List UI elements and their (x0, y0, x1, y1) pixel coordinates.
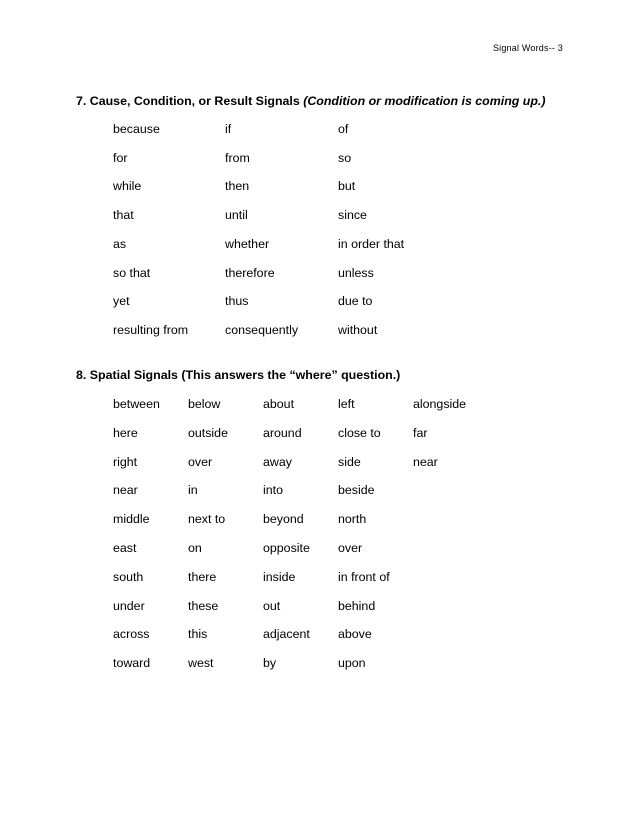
spatial-signal-word: behind (338, 598, 376, 613)
cause-signal-word: if (225, 122, 232, 136)
spatial-signal-word: adjacent (263, 627, 310, 642)
cause-signal-word: therefore (225, 265, 275, 280)
cause-signal-word: resulting from (113, 322, 189, 337)
spatial-signal-word: middle (113, 512, 150, 527)
cause-signal-word: but (338, 179, 356, 194)
spatial-signal-word: beyond (263, 512, 304, 527)
spatial-signal-word: toward (113, 656, 151, 671)
cause-signal-word: unless (338, 265, 374, 280)
spatial-signal-word: near (413, 454, 438, 469)
section-7-heading-title: 7. Cause, Condition, or Result Signals (76, 94, 304, 108)
spatial-signal-word: outside (188, 425, 228, 440)
spatial-signal-word: out (263, 598, 281, 613)
spatial-signal-word: there (188, 569, 217, 584)
spatial-signal-word: close to (338, 425, 381, 440)
spatial-signal-word: across (113, 627, 150, 642)
spatial-signal-word: north (338, 512, 367, 527)
spatial-signal-word: beside (338, 483, 375, 498)
spatial-signal-word: in front of (338, 569, 390, 584)
spatial-signal-word: far (413, 425, 428, 440)
spatial-signal-word: into (263, 483, 283, 498)
cause-signal-word: as (113, 236, 127, 251)
spatial-signal-word: opposite (263, 541, 310, 555)
cause-signal-word: while (113, 179, 142, 194)
cause-signal-word: because (113, 122, 160, 136)
spatial-signal-word: over (338, 541, 363, 555)
spatial-signal-word: alongside (413, 397, 467, 411)
spatial-signal-word: about (263, 397, 295, 411)
section-7-heading (76, 94, 546, 108)
spatial-signal-word: around (263, 425, 302, 440)
spatial-signal-word: side (338, 454, 361, 469)
spatial-signal-word: east (113, 541, 137, 555)
spatial-signal-word: between (113, 397, 160, 411)
spatial-signal-word: inside (263, 569, 296, 584)
spatial-signal-word: right (113, 454, 138, 469)
spatial-signal-word: on (188, 541, 202, 555)
spatial-signal-word: below (188, 397, 221, 411)
spatial-signal-word: under (113, 598, 145, 613)
spatial-signal-word: next to (188, 512, 226, 527)
cause-signal-word: whether (225, 236, 270, 251)
cause-signal-word: then (225, 179, 250, 194)
cause-signal-word: from (225, 150, 250, 165)
spatial-signal-word: upon (338, 656, 366, 671)
section-8-heading: 8. Spatial Signals (This answers the “where” question.) (76, 368, 401, 382)
running-header: Signal Words-- 3 (492, 43, 563, 53)
cause-signal-word: until (225, 208, 248, 223)
cause-signal-word: of (338, 122, 349, 136)
cause-signal-word: in order that (338, 236, 405, 251)
spatial-signal-word: here (113, 425, 138, 440)
spatial-signal-word: south (113, 569, 144, 584)
cause-signal-word: without (338, 322, 378, 337)
spatial-signal-word: in (188, 483, 198, 498)
spatial-signal-word: these (188, 598, 219, 613)
cause-signal-word: that (113, 208, 134, 223)
spatial-signal-word: west (188, 656, 214, 671)
cause-signal-word: yet (113, 294, 130, 309)
cause-signal-word: thus (225, 294, 249, 309)
section-7-heading-note: (Condition or modification is coming up.) (303, 94, 546, 108)
spatial-signal-word: this (188, 627, 208, 642)
spatial-signal-word: left (338, 397, 355, 411)
cause-signal-word: so that (113, 265, 151, 280)
spatial-signal-word: near (113, 483, 138, 498)
cause-signal-word: for (113, 150, 128, 165)
cause-signal-word: so (338, 150, 352, 165)
spatial-signal-word: away (263, 454, 292, 469)
cause-signal-word: consequently (225, 322, 299, 337)
cause-signal-word: since (338, 208, 367, 223)
spatial-signal-word: above (338, 627, 372, 642)
cause-signal-word: due to (338, 294, 373, 309)
spatial-signal-word: over (188, 454, 213, 469)
spatial-signal-word: by (263, 656, 277, 671)
